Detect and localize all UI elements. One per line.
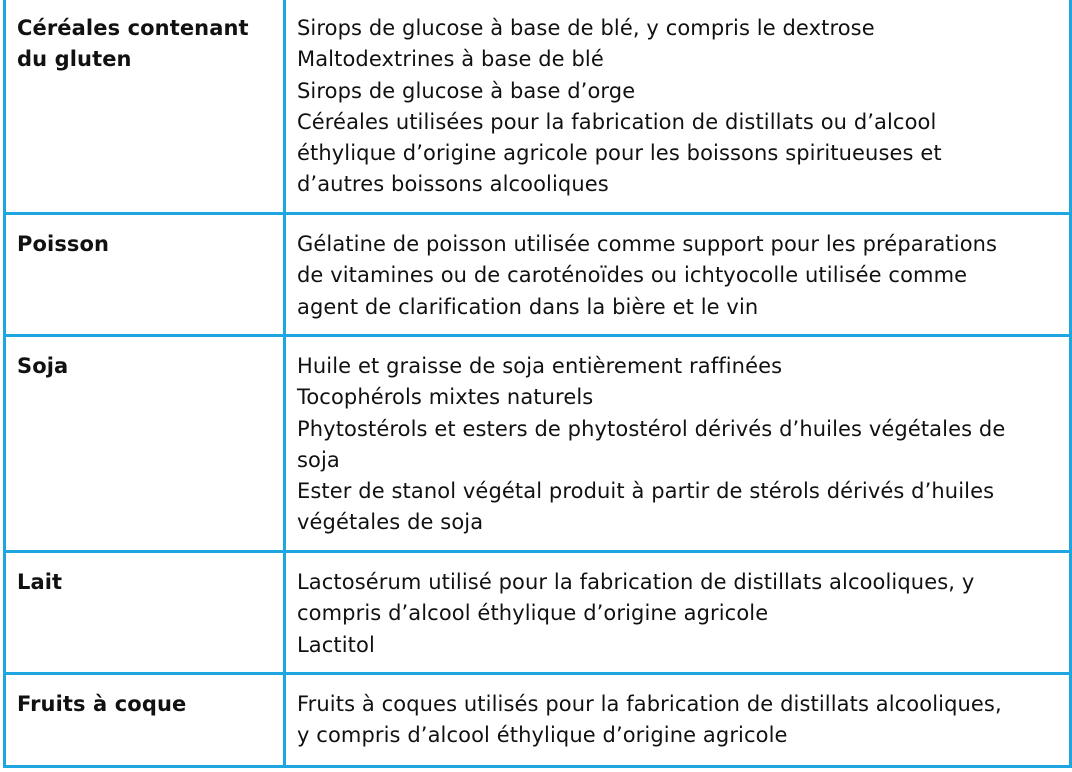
description-cell [285,336,1071,552]
description-cell [285,674,1071,767]
table-row [5,0,1071,214]
description-line: soja [297,447,340,472]
description-cell [285,552,1071,674]
description-line: Sirops de glucose à base de blé, y compris le dextrose [297,16,875,40]
category-label-line: Poisson [17,232,110,256]
description-line: Lactosérum utilisé pour la fabrication de distillats alcooliques, y [297,570,975,594]
category-label-line: Soja [17,354,69,378]
description-line: d’autres boissons alcooliques [297,172,609,197]
table-row [5,552,1071,674]
description-line: Sirops de glucose à base d’orge [297,78,636,103]
description-line: Fruits à coques utilisés pour la fabrication de distillats alcooliques, [297,692,1002,716]
category-label [6,0,283,76]
description-line: de vitamines ou de caroténoïdes ou ichtyocolle utilisée comme [297,263,968,288]
description-line: Lactitol [297,632,375,657]
description-cell [285,214,1071,336]
description-line: Phytostérols et esters de phytostérol dérivés d’huiles végétales de [297,416,1006,441]
description-line: Huile et graisse de soja entièrement raffinées [297,354,783,378]
description-line: Maltodextrines à base de blé [297,47,604,72]
description-line: compris d’alcool éthylique d’origine agricole [297,601,769,626]
description-line: agent de clarification dans la bière et le vin [297,294,759,319]
description-line: Gélatine de poisson utilisée comme support pour les préparations [297,232,998,256]
table-row [5,214,1071,336]
description-line: Ester de stanol végétal produit à partir de stérols dérivés d’huiles [297,479,995,504]
category-label [6,337,283,382]
category-label-line: Lait [17,570,63,594]
category-label-line: Céréales contenant [17,16,249,40]
description-cell [285,0,1071,214]
category-label-line: Fruits à coque [17,692,187,716]
category-cell [5,336,285,552]
table-row [5,674,1071,767]
category-label [6,553,283,598]
description-line: Céréales utilisées pour la fabrication de distillats ou d’alcool [297,109,937,134]
category-cell [5,552,285,674]
allergen-table [3,0,1072,768]
category-cell [5,214,285,336]
description-line: y compris d’alcool éthylique d’origine agricole [297,723,788,748]
description-line: végétales de soja [297,510,484,535]
table-row [5,336,1071,552]
category-cell [5,674,285,767]
category-label [6,675,283,720]
description-line: Tocophérols mixtes naturels [297,385,594,410]
description-line: éthylique d’origine agricole pour les boissons spiritueuses et [297,141,942,166]
category-cell [5,0,285,214]
category-label [6,215,283,260]
category-label-line: du gluten [17,47,132,72]
